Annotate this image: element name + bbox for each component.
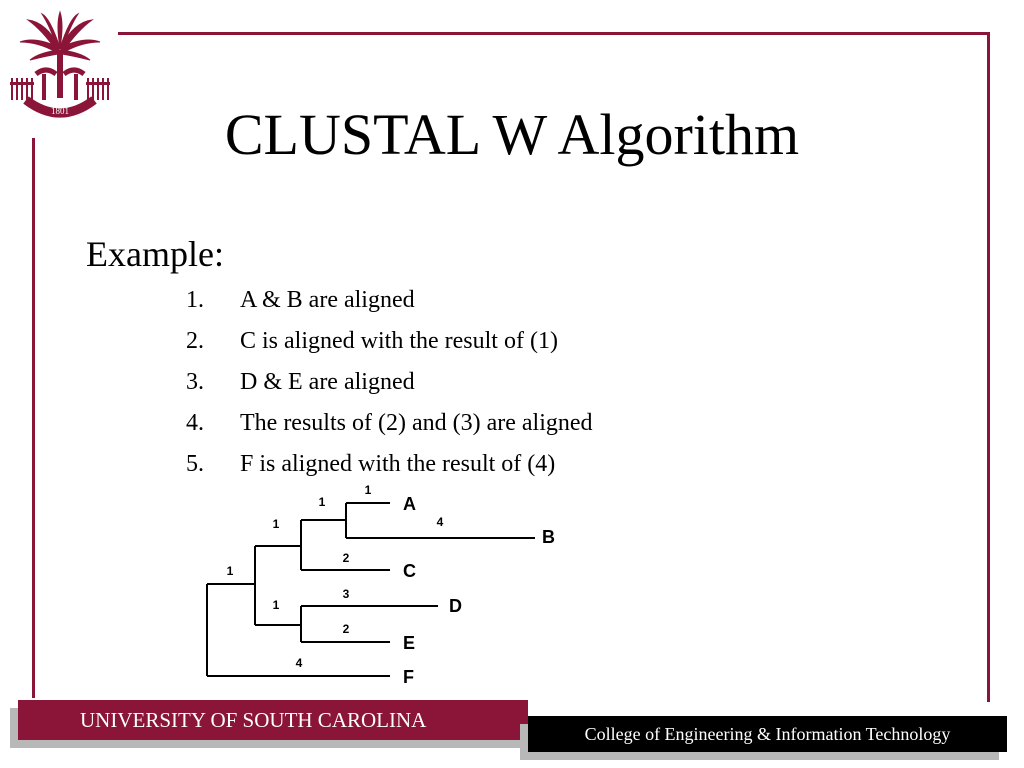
list-item [186,405,593,446]
leaf-label-c: C [403,561,416,581]
step-text: D & E are aligned [240,369,415,395]
slide-title: CLUSTAL W Algorithm [224,102,800,167]
guide-tree [200,478,580,694]
university-name: UNIVERSITY OF SOUTH CAROLINA [80,707,427,732]
leaf-label-b: B [542,527,555,547]
branch-length-a: 1 [364,483,372,497]
footer-college-band [528,716,1007,752]
frame-left-line [32,138,35,698]
leaf-label-e: E [403,633,416,653]
list-item [186,323,593,364]
leaf-label-d: D [449,596,462,616]
step-text: C is aligned with the result of (1) [240,328,558,354]
step-number: 3. [186,369,204,395]
step-text: The results of (2) and (3) are aligned [240,410,593,436]
example-heading: Example: [86,234,224,274]
branch-length-abc: 1 [272,517,280,531]
step-number: 4. [186,410,204,436]
step-number: 1. [186,287,204,313]
frame-top-line [118,32,990,35]
step-number: 5. [186,451,204,477]
branch-length-abcde: 1 [226,564,234,578]
leaf-label-f: F [403,667,414,687]
list-item [186,282,593,323]
leaf-label-a: A [403,494,416,514]
branch-length-f: 4 [295,656,303,670]
branch-length-e: 2 [342,622,350,636]
step-number: 2. [186,328,204,354]
branch-length-c: 2 [342,551,350,565]
branch-length-b: 4 [436,515,444,529]
steps-list [186,282,593,487]
branch-length-d: 3 [342,587,350,601]
branch-length-ab: 1 [318,495,326,509]
list-item [186,364,593,405]
step-text: F is aligned with the result of (4) [240,451,556,477]
college-name: College of Engineering & Information Technology [584,723,951,744]
tree-branches [207,503,535,676]
branch-length-de: 1 [272,598,280,612]
footer-university-band [18,700,528,740]
step-text: A & B are aligned [240,287,415,313]
seal-year: 1801 [51,106,69,116]
